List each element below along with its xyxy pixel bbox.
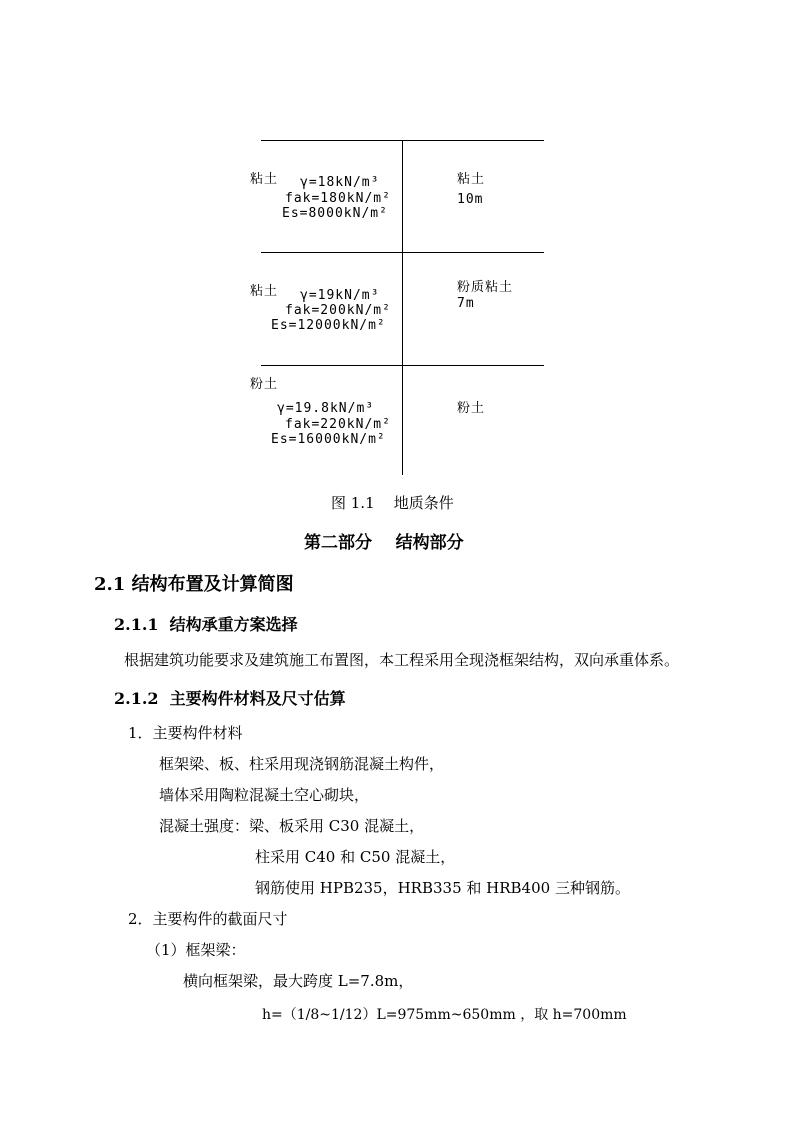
material-line: 墙体采用陶粒混凝土空心砌块， [159, 786, 370, 804]
material-line: 柱采用 C40 和 C50 混凝土， [255, 848, 456, 866]
layer-thickness: 7m [457, 296, 475, 311]
list-item: 2．主要构件的截面尺寸 [128, 910, 288, 928]
layer-divider-vertical [402, 140, 403, 475]
beam-line: 横向框架梁，最大跨度 L=7.8m， [183, 972, 414, 990]
list-item: 1．主要构件材料 [128, 724, 243, 742]
layer-right-name: 粘土 [457, 172, 486, 187]
layer-es: Es=12000kN/m² [271, 318, 386, 333]
subsection-heading: 2.1.2 主要构件材料及尺寸估算 [114, 689, 346, 708]
layer-right-name: 粉质粘土 [457, 280, 514, 295]
layer-boundary-line [261, 365, 544, 366]
layer-fak: fak=180kN/m² [285, 191, 391, 206]
material-line: 框架梁、板、柱采用现浇钢筋混凝土构件， [159, 755, 445, 773]
sub-list-item: （1）框架梁： [146, 941, 246, 959]
layer-fak: fak=200kN/m² [285, 303, 391, 318]
layer-left-name: 粘土 [250, 284, 279, 299]
figure-caption: 图 1.1 地质条件 [331, 494, 454, 512]
layer-left-name: 粉土 [250, 377, 279, 392]
part-title: 第二部分 结构部分 [304, 533, 464, 553]
beam-formula: h=（1/8~1/12）L=975mm~650mm ，取 h=700mm [262, 1007, 627, 1023]
section-heading: 2.1 结构布置及计算简图 [94, 574, 294, 595]
material-line: 钢筋使用 HPB235，HRB335 和 HRB400 三种钢筋。 [255, 879, 630, 897]
paragraph: 根据建筑功能要求及建筑施工布置图，本工程采用全现浇框架结构，双向承重体系。 [124, 651, 680, 669]
layer-unit-weight: γ=19.8kN/m³ [277, 401, 375, 416]
layer-thickness: 10m [457, 192, 484, 207]
subsection-heading: 2.1.1 结构承重方案选择 [114, 615, 298, 634]
layer-unit-weight: γ=19kN/m³ [300, 288, 380, 303]
layer-unit-weight: γ=18kN/m³ [300, 175, 380, 190]
layer-es: Es=8000kN/m² [282, 206, 388, 221]
layer-right-name: 粉土 [457, 401, 486, 416]
layer-fak: fak=220kN/m² [285, 417, 391, 432]
layer-es: Es=16000kN/m² [271, 432, 386, 447]
material-line: 混凝土强度：梁、板采用 C30 混凝土， [159, 817, 425, 835]
layer-boundary-line [261, 252, 544, 253]
layer-left-name: 粘土 [250, 172, 279, 187]
